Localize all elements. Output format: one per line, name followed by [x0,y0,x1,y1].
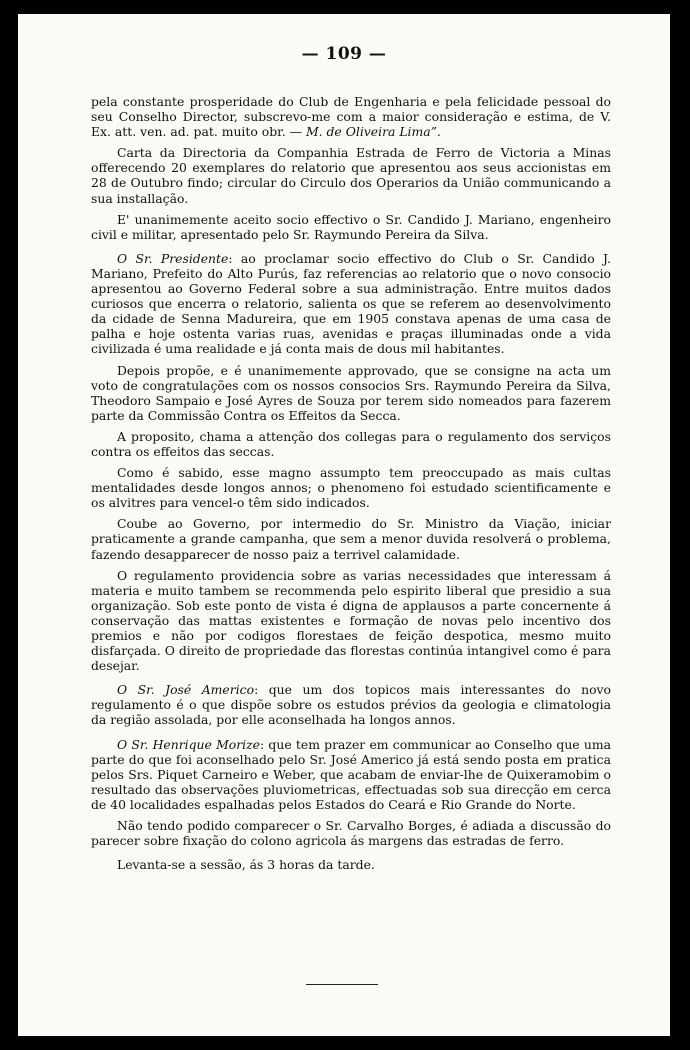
speaker-name: O Sr. Presidente [117,250,229,266]
speech-text: : que um dos topicos mais interessantes do novo regulamento é o que dispõe sobre os estudos prévios da geologia e climatologia da região assolada, por elle aconselhada ha longos annos. [91,682,611,728]
paragraph-magno-assumpto: Como é sabido, esse magno assumpto tem preoccupado as mais cultas mentalidades desde longos annos; o phenomeno foi estudado scientificamente e os alvitres para vencel-o têm sido indicados. [91,465,611,511]
letter-closing-text: pela constante prosperidade do Club de Engenharia e pela felicidade pessoal do seu Conselho Director, subscrevo-me com a maior consideração e estima, de V. Ex. att. ven. ad. pat. muito obr. — [91,94,611,140]
speaker-name: O Sr. José Americo [117,682,255,698]
letter-signature: M. de Oliveira Lima”. [305,124,441,140]
paragraph-congratulations: Depois propõe, e é unanimemente approvado, que se consigne na acta um voto de congratulações com os nossos consocios Srs. Raymundo Pereira da Silva, Theodoro Sampaio e José Ayres de Souza por terem sido nomeados para fazerem parte da Commissão Contra os Effeitos da Secca. [91,362,611,423]
paragraph-regulamento: A proposito, chama a attenção dos collegas para o regulamento dos serviços contra os effeitos das seccas. [91,428,611,459]
document-page [18,14,670,1036]
closing-rule [306,984,378,985]
paragraph-levanta-sessao: Levanta-se a sessão, ás 3 horas da tarde. [117,857,375,873]
speech-text: : que tem prazer em communicar ao Conselho que uma parte do que foi aconselhado pelo Sr. José Americo já está sendo posta em pratica pelos Srs. Piquet Carneiro e Weber, que acabam de enviar-lhe de Quixeramobim o resultado das observações pluviometricas, effectuadas sob sua direcção em cerca de 40 localidades espalhadas pelos Estados do Ceará e Rio Grande do Norte. [91,736,611,812]
paragraph-letter-closing [91,94,611,139]
paragraph-henrique-morize [91,737,611,812]
paragraph-jose-americo [91,682,611,727]
paragraph-governo: Coube ao Governo, por intermedio do Sr. Ministro da Viação, iniciar praticamente a grande campanha, que sem a menor duvida resolverá o problema, fazendo desapparecer de nosso paiz a terrivel calamidade. [91,516,611,562]
paragraph-providencia: O regulamento providencia sobre as varias necessidades que interessam á materia e muito tambem se recommenda pelo espirito liberal que presidio a sua organização. Sob este ponto de vista é digna de applausos a parte concernente á conservação das mattas existentes e formação de novas pelo incentivo dos premios e não por codigos florestaes de feição despotica, mesmo muito disfarçada. O direito de propriedade das florestas continúa intangivel como é para desejar. [91,567,611,674]
body-text [91,94,611,878]
speaker-name: O Sr. Henrique Morize [117,736,260,752]
paragraph-adiada: Não tendo podido comparecer o Sr. Carvalho Borges, é adiada a discussão do parecer sobre fixação do colono agricola ás margens das estradas de ferro. [91,818,611,849]
speech-text: : ao proclamar socio effectivo do Club o Sr. Candido J. Mariano, Prefeito do Alto Purús, faz referencias ao relatorio que o novo consocio apresentou ao Governo Federal sobre a sua administração. Entre muitos dados curiosos que encerra o relatorio, salienta os que se referem ao desenvolvimento da cidade de Senna Madureira, que em 1905 constava apenas de uma casa de palha e hoje ostenta varias ruas, avenidas e praças illuminadas onde a vida civilizada é uma realidade e já conta mais de dous mil habitantes. [91,250,611,357]
paragraph-presidente [91,251,611,357]
paragraph-correspondence: Carta da Directoria da Companhia Estrada de Ferro de Victoria a Minas offerecendo 20 exemplares do relatorio que apresentou aos seus accionistas em 28 de Outubro findo; circular do Circulo dos Operarios da União communicando a sua installação. [91,145,611,206]
page-number: — 109 — [301,44,387,64]
paragraph-new-member: E' unanimemente aceito socio effectivo o Sr. Candido J. Mariano, engenheiro civil e militar, apresentado pelo Sr. Raymundo Pereira da Silva. [91,211,611,242]
